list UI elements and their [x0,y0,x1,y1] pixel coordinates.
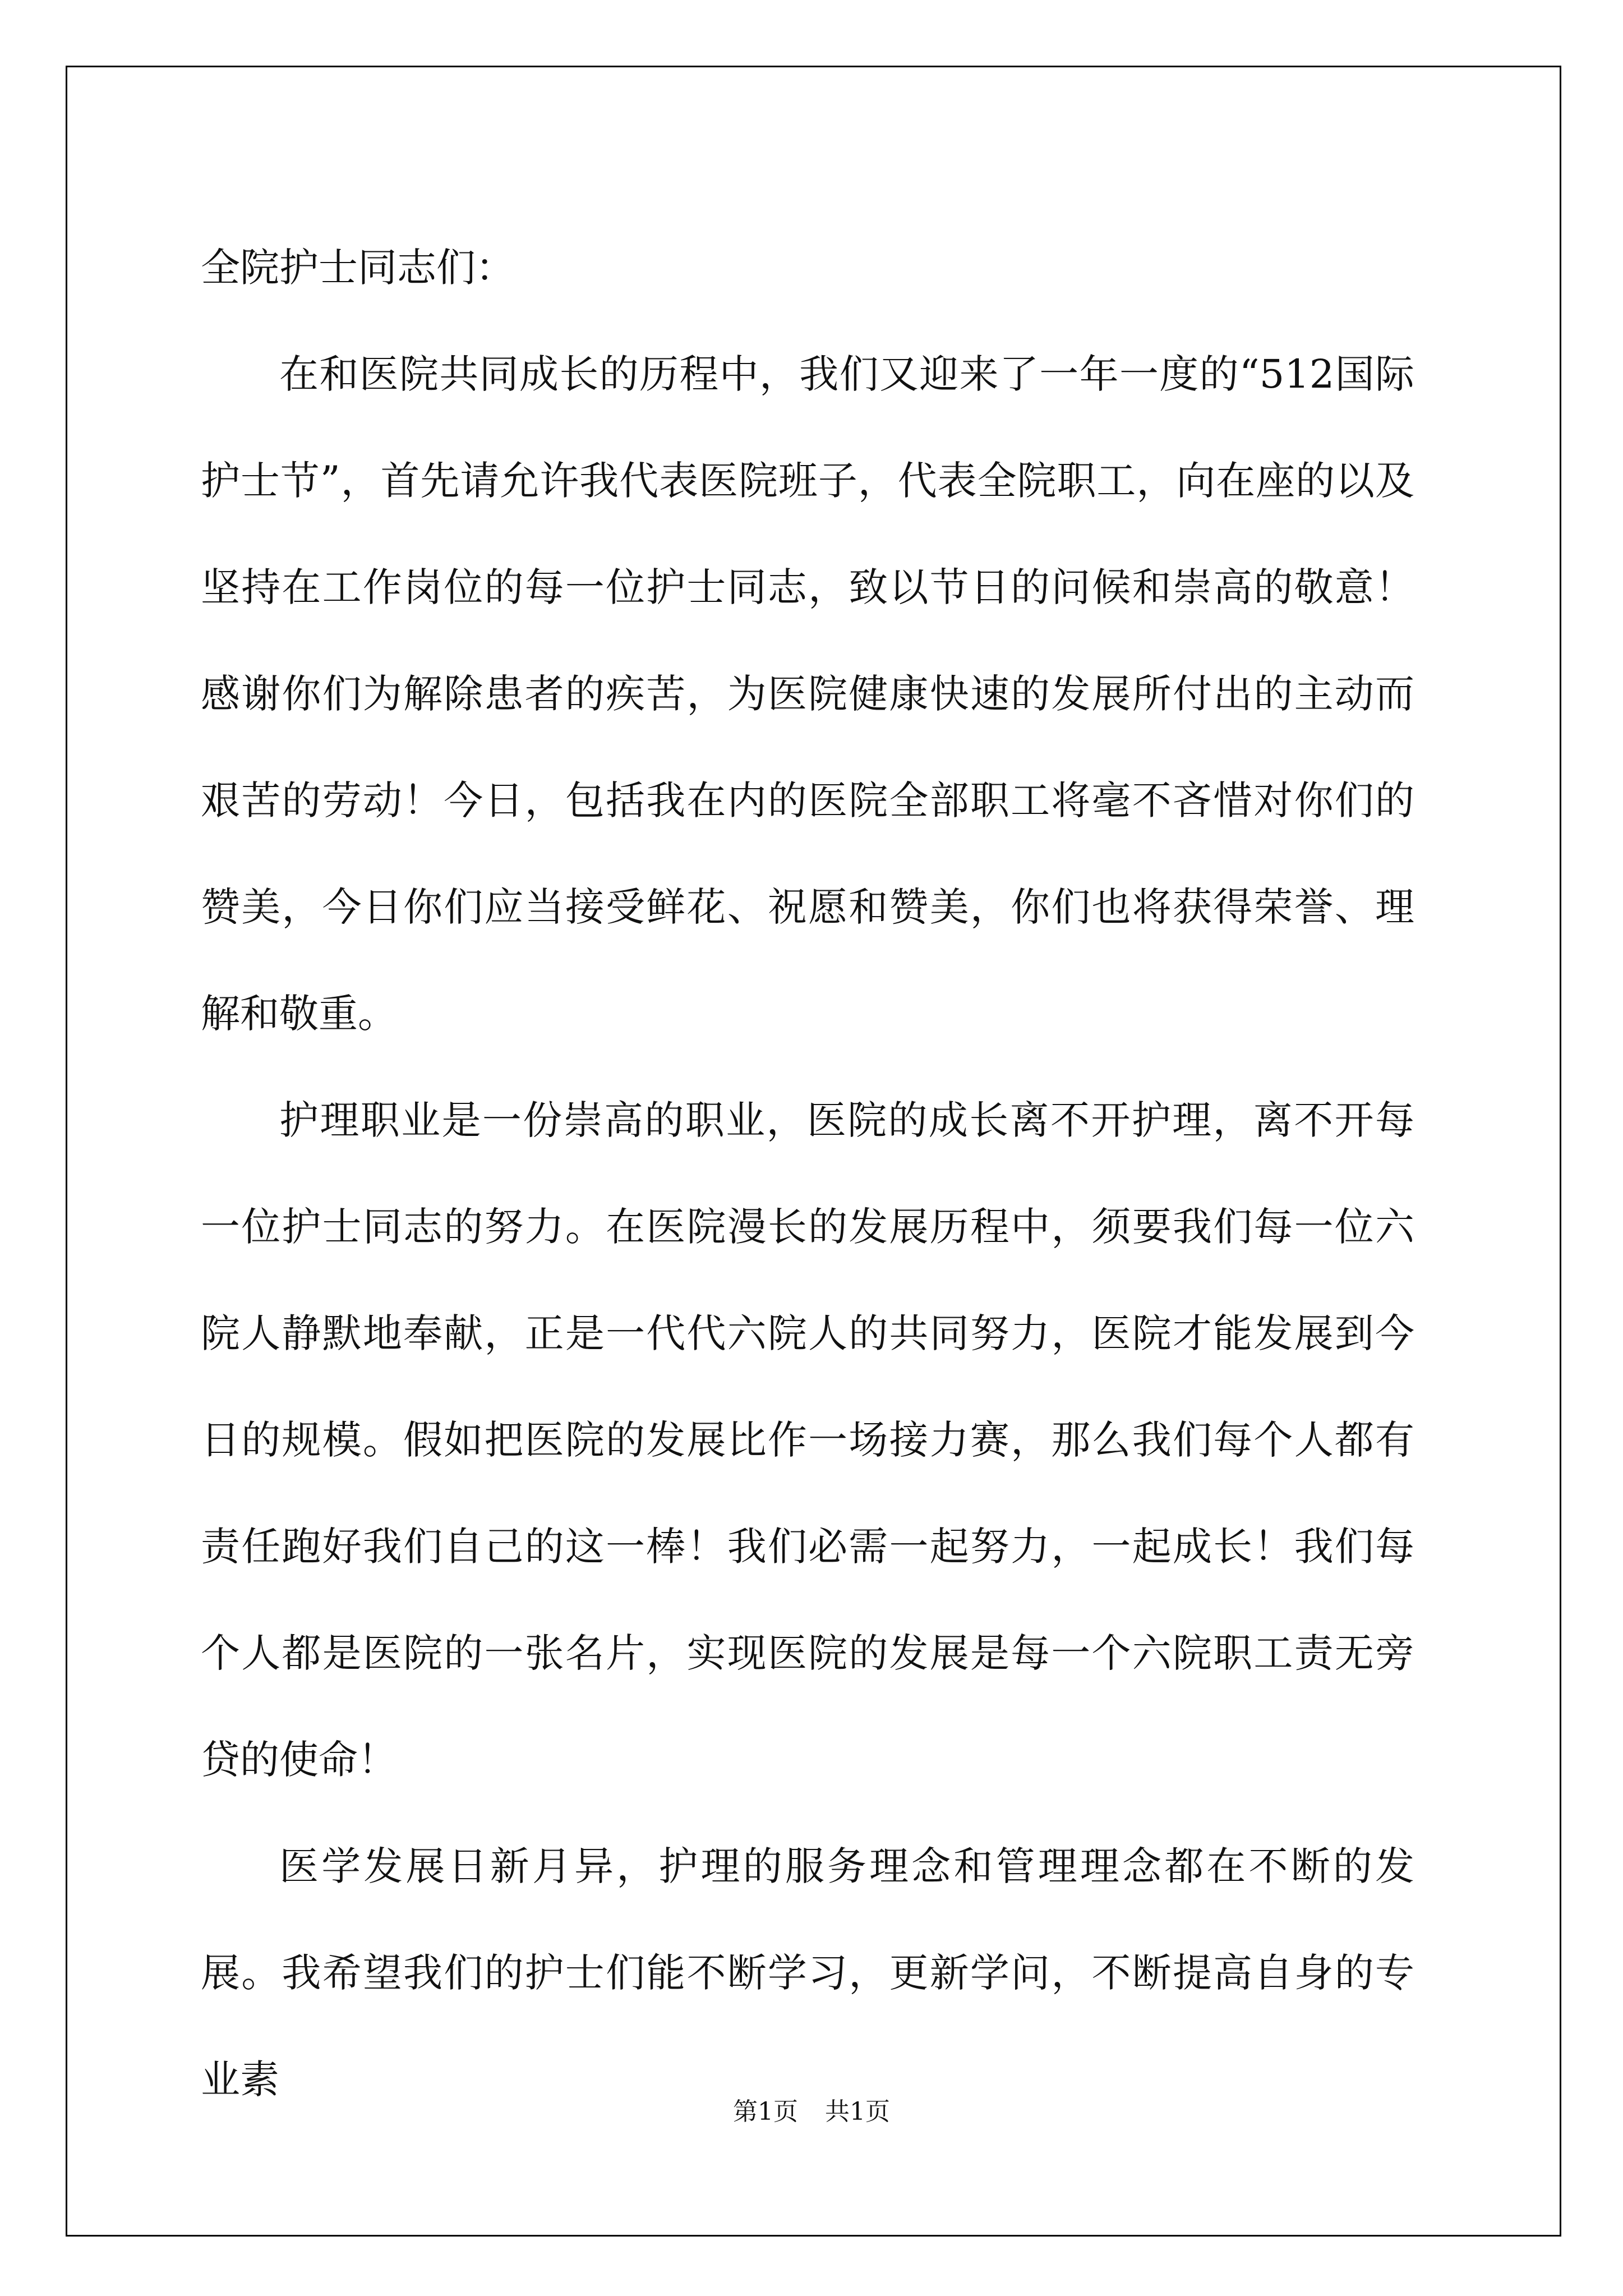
document-body [201,214,1414,2133]
page-footer [0,2095,1623,2129]
page-number: 第1页 [733,2097,798,2126]
paragraph-1: 在和医院共同成长的历程中，我们又迎来了一年一度的“512国际护士节”，首先请允许我代表医院班子，代表全院职工，向在座的以及坚持在工作岗位的每一位护士同志，致以节日的问候和崇高的敬意！感谢你们为解除患者的疾苦，为医院健康快速的发展所付出的主动而艰苦的劳动！今日，包括我在内的医院全部职工将毫不吝惜对你们的赞美，今日你们应当接受鲜花、祝愿和赞美，你们也将获得荣誉、理解和敬重。 [201,351,1414,1037]
salutation: 全院护士同志们： [201,245,515,291]
paragraph-2: 护理职业是一份崇高的职业，医院的成长离不开护理，离不开每一位护士同志的努力。在医院漫长的发展历程中，须要我们每一位六院人静默地奉献，正是一代代六院人的共同努力，医院才能发展到今日的规模。假如把医院的发展比作一场接力赛，那么我们每个人都有责任跑好我们自己的这一棒！我们必需一起努力，一起成长！我们每个人都是医院的一张名片，实现医院的发展是每一个六院职工责无旁贷的使命！ [201,1097,1414,1783]
page-total: 共1页 [825,2097,890,2126]
paragraph-3: 医学发展日新月异，护理的服务理念和管理理念都在不断的发展。我希望我们的护士们能不断学习，更新学问，不断提高自身的专业素 [201,1843,1414,2102]
